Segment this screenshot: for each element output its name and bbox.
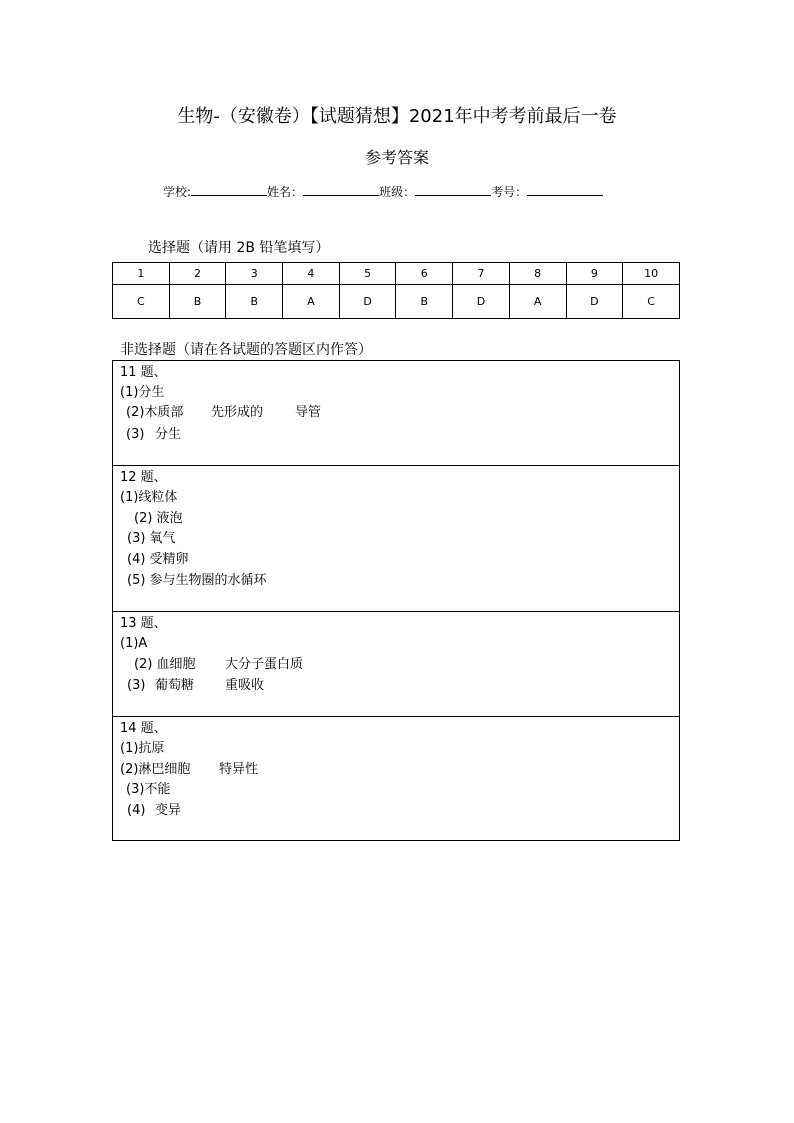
question-number: 10 [623, 263, 680, 285]
question-number: 8 [509, 263, 566, 285]
answer-line: (1)抗原 [120, 741, 165, 756]
answer-line: (2)木质部 [126, 405, 184, 420]
answer-line: (4) 受精卵 [127, 552, 189, 567]
non-choice-title: 非选择题（请在各试题的答题区内作答） [120, 342, 372, 358]
answer-line: (3) 氧气 [127, 531, 176, 546]
question-number: 7 [453, 263, 510, 285]
page-subtitle: 参考答案 [364, 148, 429, 167]
answer-box-q11 [112, 360, 680, 466]
question-label: 13 题、 [120, 616, 167, 631]
answer-line: (1)线粒体 [120, 490, 178, 505]
name-label: 姓名： [267, 185, 304, 199]
answer-box-q12 [112, 465, 680, 612]
answer-line: (2) 液泡 [134, 511, 183, 526]
class-label: 班级： [379, 185, 416, 199]
answer-cell: D [339, 285, 396, 319]
answer-cell: B [226, 285, 283, 319]
question-number: 9 [566, 263, 623, 285]
answer-cell: D [453, 285, 510, 319]
answer-line: (2)淋巴细胞 [120, 762, 191, 777]
question-number: 1 [113, 263, 170, 285]
school-label: 学校: [163, 185, 192, 199]
answer-cell: B [396, 285, 453, 319]
question-number-row [113, 263, 680, 285]
answer-box-q14 [112, 716, 680, 841]
exam-number-blank [527, 182, 603, 196]
page-title: 生物-（安徽卷）【试题猜想】2021年中考考前最后一卷 [177, 106, 617, 127]
exam-number-label: 考号： [491, 185, 528, 199]
answer-cell: B [169, 285, 226, 319]
school-blank [191, 182, 267, 196]
answer-line: 先形成的 [211, 405, 264, 420]
answer-line: 分生 [155, 427, 182, 442]
answer-line: (3)不能 [126, 782, 171, 797]
question-number: 3 [226, 263, 283, 285]
answer-line: (1)分生 [120, 385, 165, 400]
answer-line: 葡萄糖 [155, 678, 195, 693]
question-number: 6 [396, 263, 453, 285]
question-label: 11 题、 [120, 365, 167, 380]
answer-row [113, 285, 680, 319]
question-label: 12 题、 [120, 470, 167, 485]
question-number: 2 [169, 263, 226, 285]
answer-cell: A [283, 285, 340, 319]
multiple-choice-table [112, 262, 680, 319]
question-number: 4 [283, 263, 340, 285]
answer-line: 大分子蛋白质 [225, 657, 304, 672]
answer-line: (3) [126, 427, 145, 442]
question-label: 14 题、 [120, 721, 167, 736]
answer-line: 特异性 [219, 762, 259, 777]
answer-cell: D [566, 285, 623, 319]
name-blank [303, 182, 379, 196]
answer-line: (1)A [120, 636, 148, 651]
multiple-choice-title: 选择题（请用 2B 铅笔填写） [148, 240, 330, 256]
answer-line: (2) 血细胞 [134, 657, 196, 672]
answer-line: 重吸收 [225, 678, 265, 693]
answer-line: 变异 [155, 803, 182, 818]
answer-line: (4) [127, 803, 146, 818]
answer-cell: A [509, 285, 566, 319]
answer-cell: C [623, 285, 680, 319]
question-number: 5 [339, 263, 396, 285]
answer-cell: C [113, 285, 170, 319]
class-blank [415, 182, 491, 196]
answer-line: (3) [127, 678, 146, 693]
answer-box-q13 [112, 611, 680, 717]
student-info-row [163, 182, 603, 201]
answer-line: (5) 参与生物圈的水循环 [127, 573, 267, 588]
answer-line: 导管 [295, 405, 322, 420]
